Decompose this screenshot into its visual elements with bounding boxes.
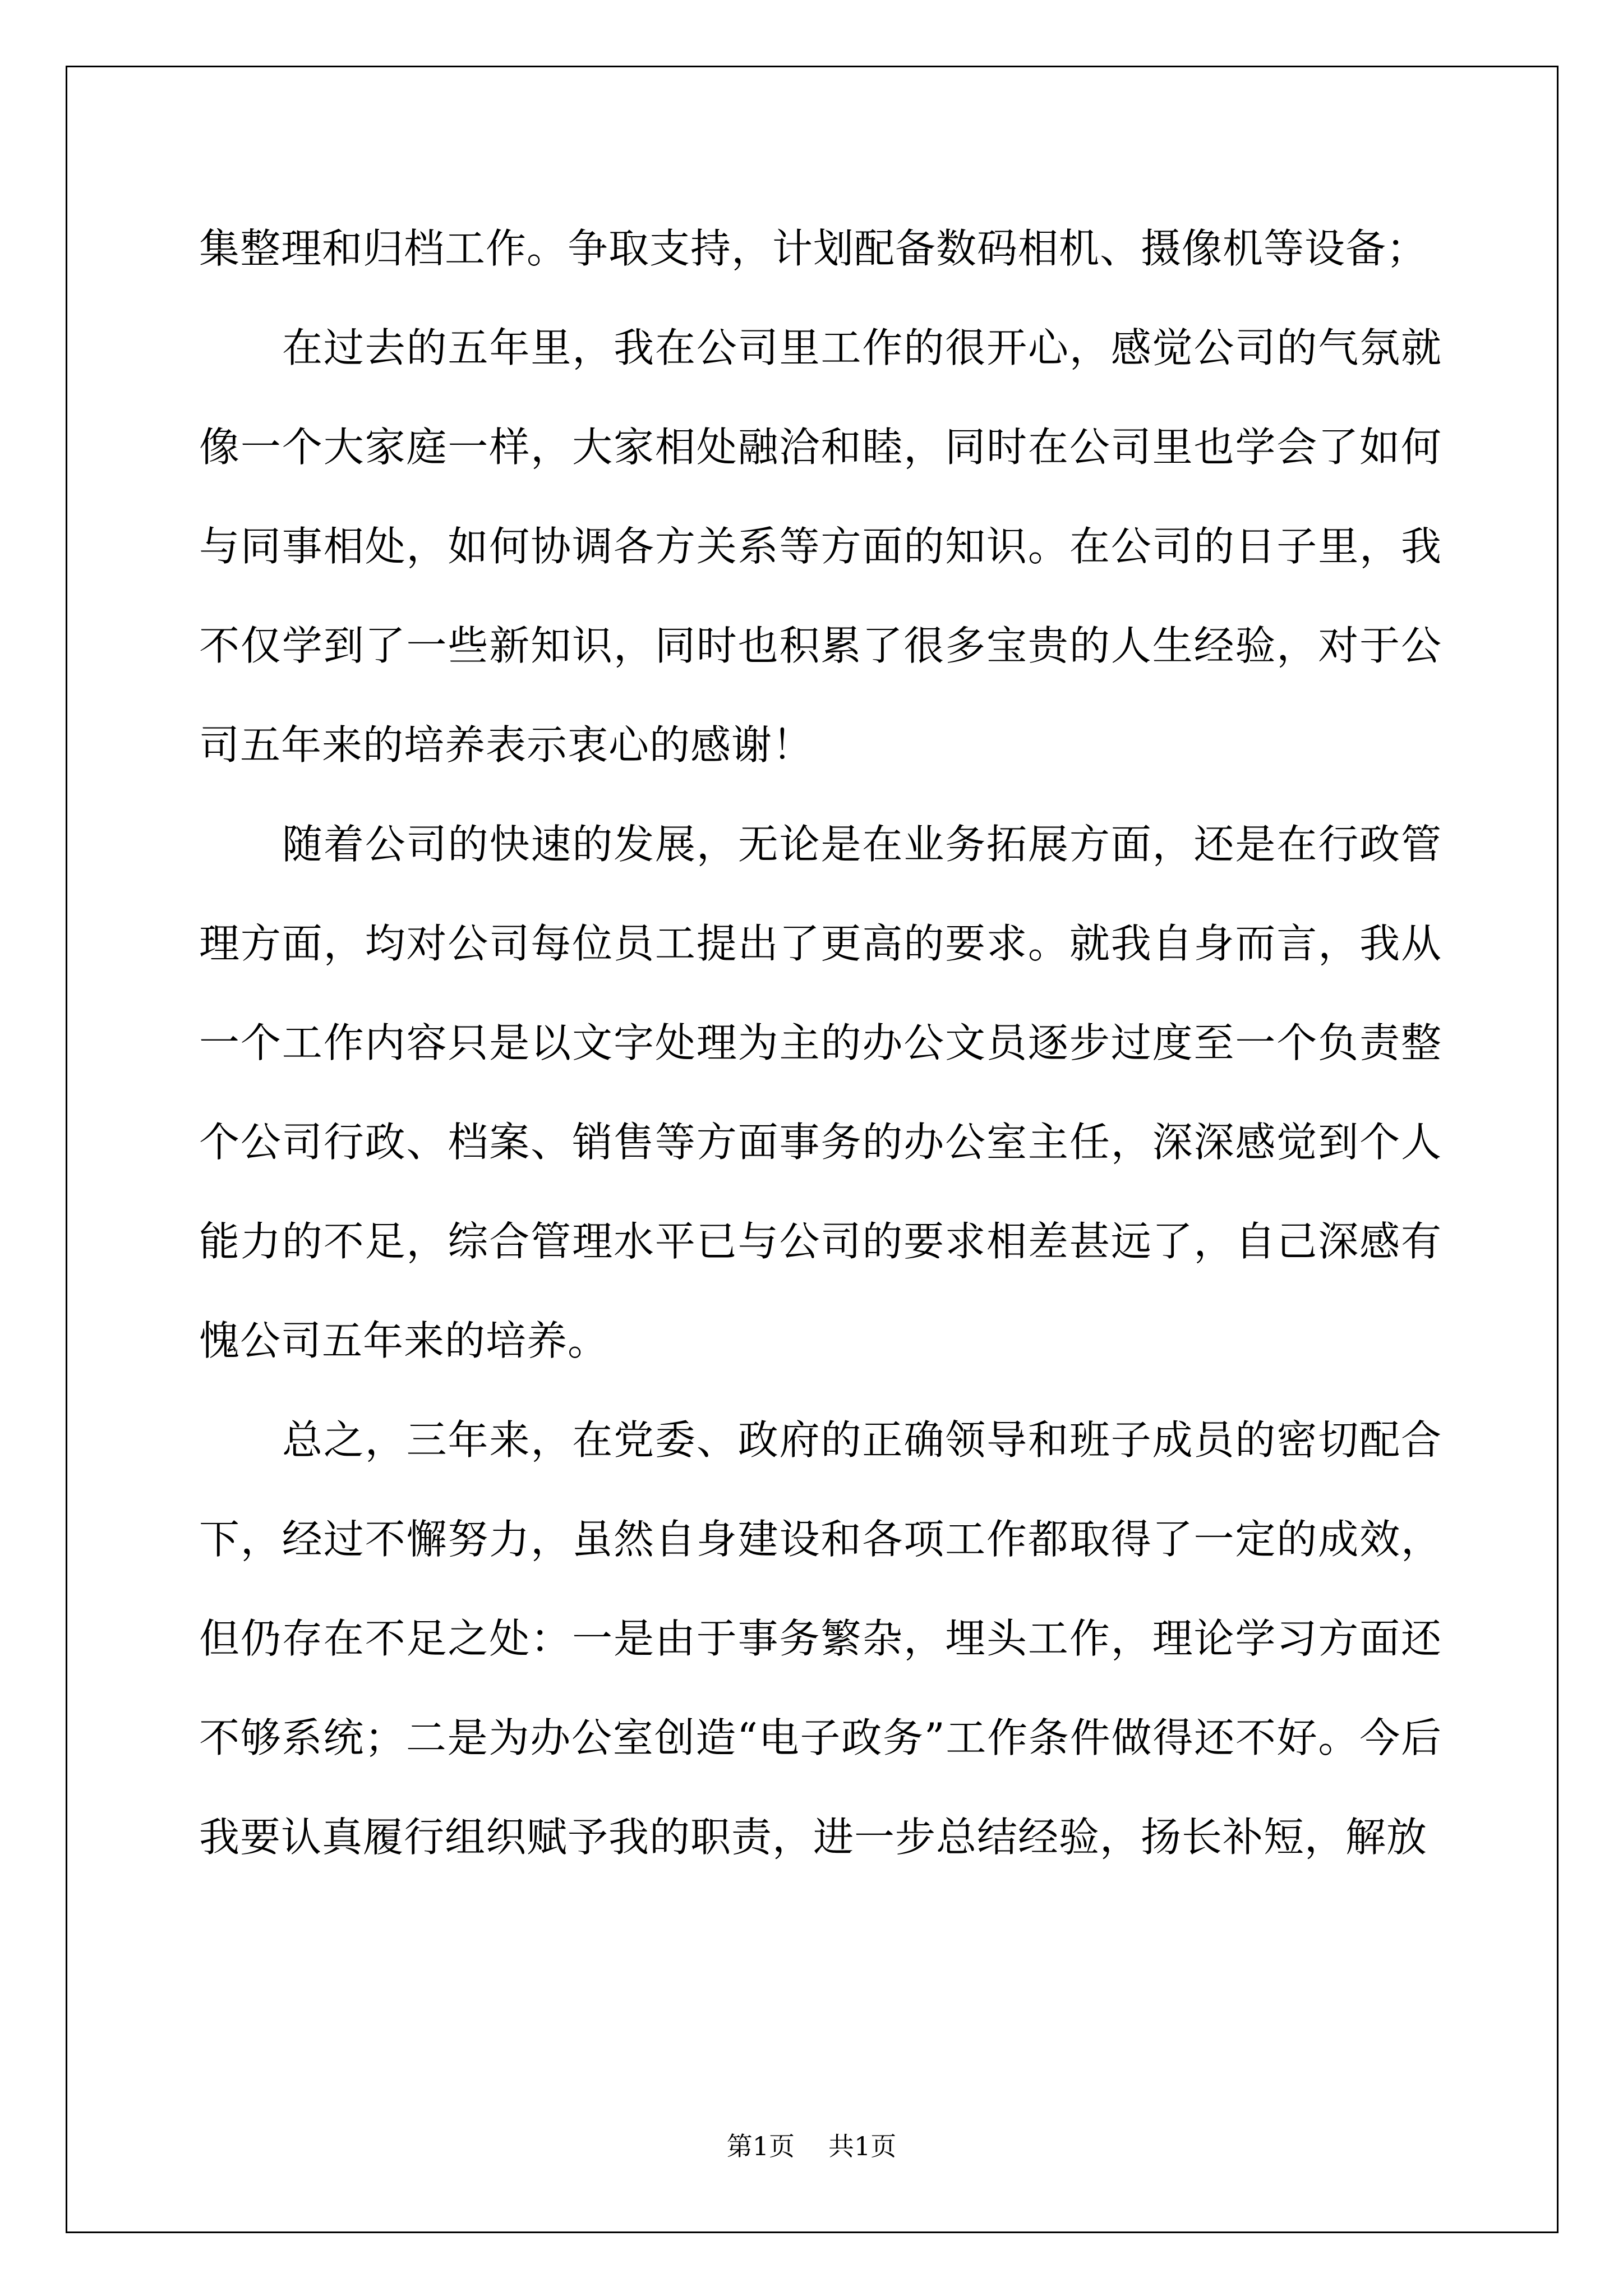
paragraph-2: 在过去的五年里，我在公司里工作的很开心，感觉公司的气氛就像一个大家庭一样，大家相处融洽和睦，同时在公司里也学会了如何与同事相处，如何协调各方关系等方面的知识。在公司的日子里，我不仅学到了一些新知识，同时也积累了很多宝贵的人生经验，对于公司五年来的培养表示衷心的感谢！ — [199, 324, 1442, 769]
paragraph-4: 总之，三年来，在党委、政府的正确领导和班子成员的密切配合下，经过不懈努力，虽然自身建设和各项工作都取得了一定的成效，但仍存在不足之处：一是由于事务繁杂，埋头工作，理论学习方面还不够系统；二是为办公室创造“电子政务”工作条件做得还不好。今后我要认真履行组织赋予我的职责，进一步总结经验，扬长补短，解放 — [199, 1416, 1442, 1861]
paragraph-1: 集整理和归档工作。争取支持，计划配备数码相机、摄像机等设备； — [199, 225, 1428, 272]
page-footer — [0, 2126, 1623, 2163]
page-total: 共1页 — [828, 2131, 897, 2161]
page-number: 第1页 — [726, 2131, 795, 2161]
paragraph-3: 随着公司的快速的发展，无论是在业务拓展方面，还是在行政管理方面，均对公司每位员工提出了更高的要求。就我自身而言，我从一个工作内容只是以文字处理为主的办公文员逐步过度至一个负责整个公司行政、档案、销售等方面事务的办公室主任，深深感觉到个人能力的不足，综合管理水平已与公司的要求相差甚远了，自己深感有愧公司五年来的培养。 — [199, 821, 1442, 1364]
document-body — [199, 199, 1442, 1887]
